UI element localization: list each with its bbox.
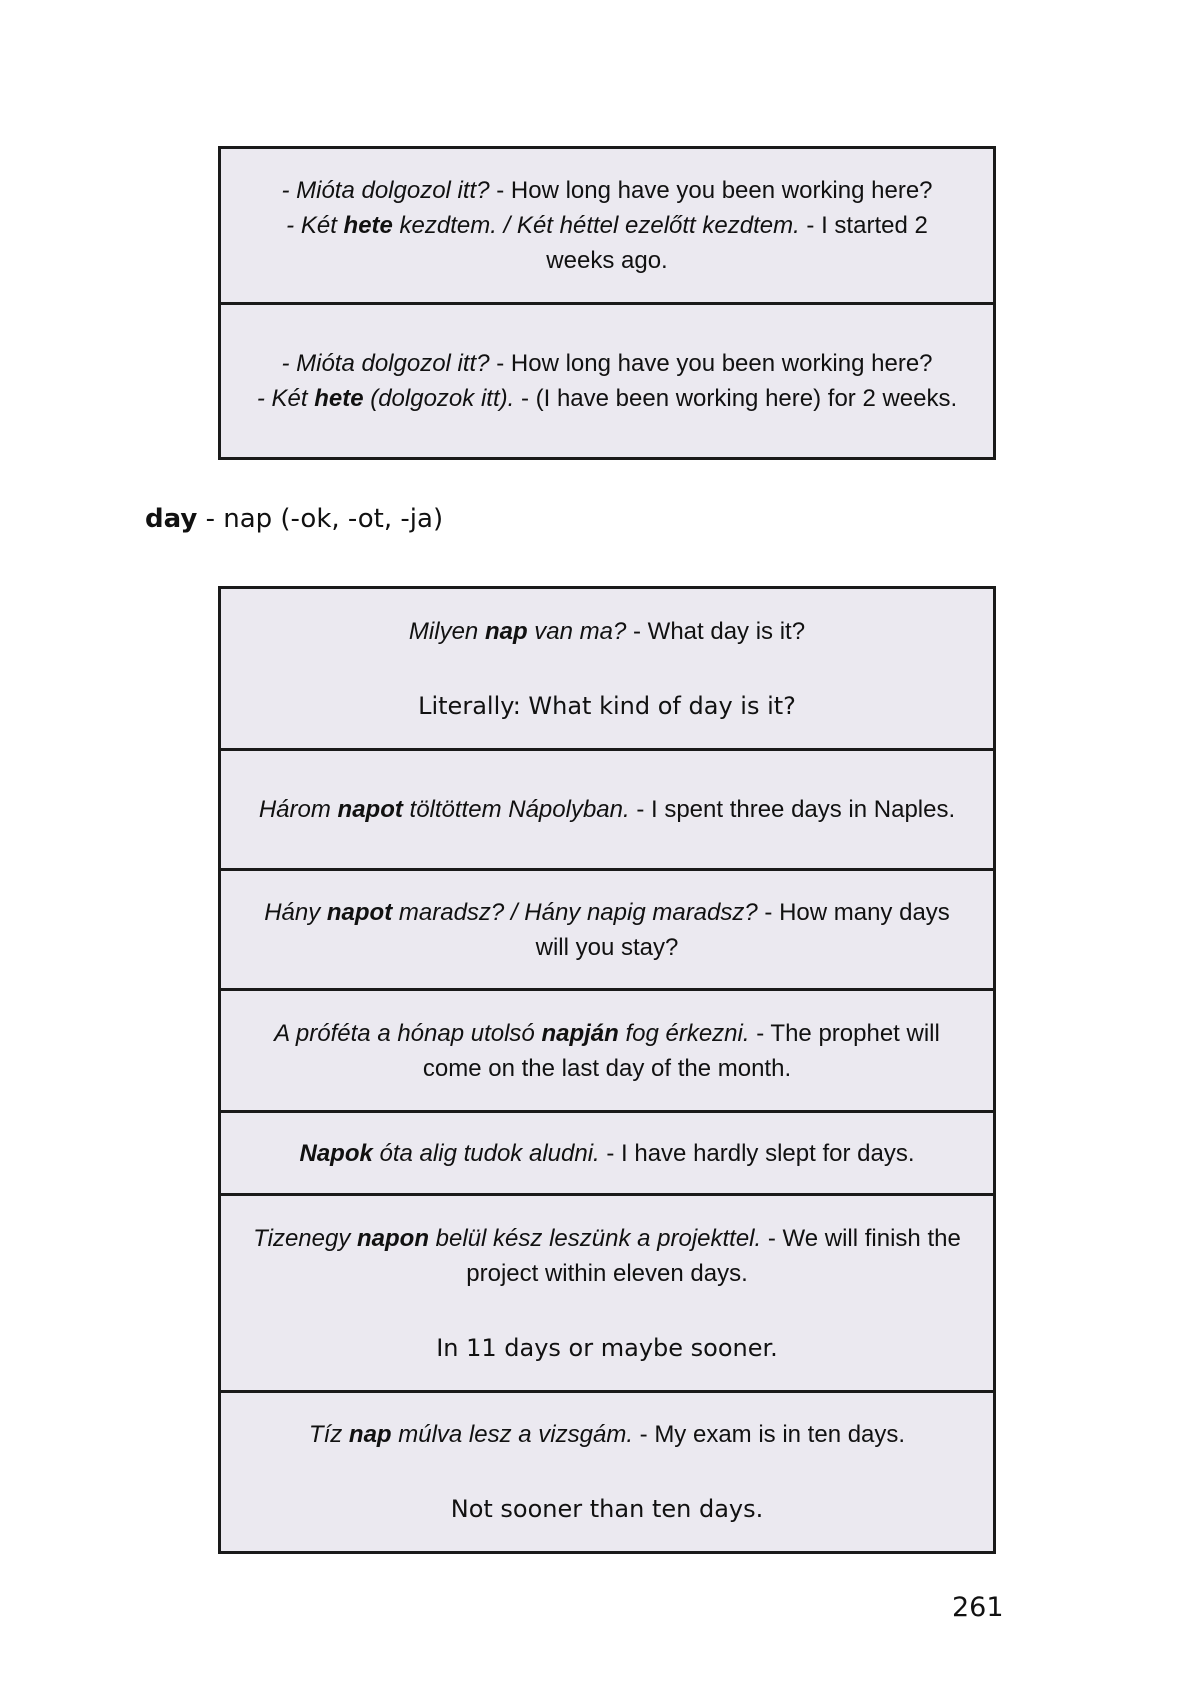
example-sentence [300,1136,915,1171]
hungarian-text: fog érkezni. [618,1019,750,1047]
hungarian-text: múlva lesz a vizsgám. [391,1421,633,1448]
english-translation: - I have hardly slept for days. [599,1139,915,1167]
hungarian-text: kezdtem. / Két héttel ezelőtt kezdtem. [392,212,800,239]
example-sentence [249,1016,965,1086]
example-sentence [249,173,965,278]
english-translation: - We will finish the project within eleven days. [466,1224,961,1287]
example-box-day [218,586,996,1554]
highlighted-word: napon [357,1224,430,1252]
hungarian-text: maradsz? / Hány napig maradsz? [392,898,758,926]
hungarian-text: óta alig tudok aludni. [372,1139,600,1167]
highlighted-word: nap [484,617,528,645]
highlighted-word: hete [343,212,393,239]
example-box-weeks [218,146,996,460]
hungarian-text: A próféta a hónap utolsó [274,1019,542,1047]
hungarian-text: van ma? [527,617,627,645]
highlighted-word: hete [314,385,364,412]
example-sentence [249,1221,965,1291]
highlighted-word: napot [326,898,393,926]
example-row [221,149,993,302]
english-translation: - I spent three days in Naples. [629,796,956,823]
hungarian-text: belül kész leszünk a projekttel. [429,1224,762,1252]
hungarian-text: (dolgozok itt). [363,385,515,412]
hungarian-text: - Mióta dolgozol itt? [281,177,490,204]
vocab-word: day [145,504,198,534]
example-row [221,1193,993,1390]
example-row [221,988,993,1110]
hungarian-text: - Mióta dolgozol itt? [281,350,490,377]
usage-note: Literally: What kind of day is it? [418,691,796,720]
english-translation: - How many days will you stay? [535,898,950,961]
english-translation: - My exam is in ten days. [632,1421,906,1448]
english-translation: - (I have been working here) for 2 weeks. [514,385,958,412]
hungarian-text: Milyen [408,617,485,645]
example-row [221,302,993,457]
example-sentence [259,792,955,827]
example-row [221,868,993,988]
hungarian-text: töltöttem Nápolyban. [402,796,630,823]
usage-note: Not sooner than ten days. [450,1495,764,1523]
vocab-heading [145,504,443,534]
hungarian-text: Három [258,796,338,823]
english-translation: - I started 2 weeks ago. [546,212,928,274]
usage-note: In 11 days or maybe sooner. [436,1333,778,1362]
example-row [221,748,993,868]
example-row [221,589,993,748]
english-translation: - What day is it? [626,617,806,645]
example-sentence [409,614,805,649]
example-sentence [309,1417,905,1452]
example-row [221,1110,993,1193]
highlighted-word: nap [348,1421,392,1448]
hungarian-text: - Két [256,385,315,412]
example-row [221,1390,993,1551]
hungarian-text: Hány [264,898,327,926]
english-translation: - How long have you been working here? [489,350,933,377]
highlighted-word: Napok [299,1139,373,1167]
highlighted-word: napot [337,796,403,823]
highlighted-word: napján [541,1019,619,1047]
hungarian-text: Tizenegy [253,1224,358,1252]
example-sentence [249,895,965,965]
english-translation: - The prophet will come on the last day of the month. [422,1019,940,1082]
page-number: 261 [952,1592,1004,1623]
vocab-forms: - nap (-ok, -ot, -ja) [197,504,444,534]
example-sentence [257,346,957,416]
hungarian-text: - Két [286,212,344,239]
english-translation: - How long have you been working here? [489,177,933,204]
hungarian-text: Tíz [308,1421,349,1448]
